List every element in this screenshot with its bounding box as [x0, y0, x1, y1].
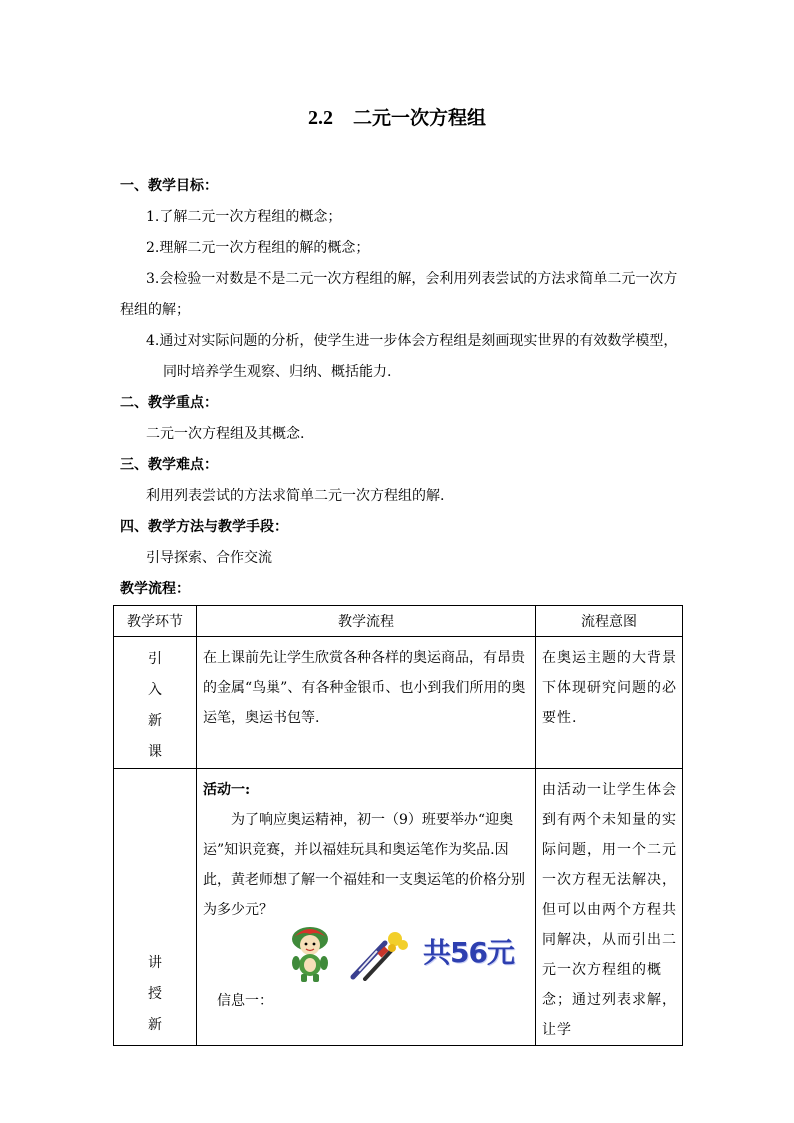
teaching-flow-table: [113, 605, 683, 1046]
difficulties-body: 利用列表尝试的方法求简单二元一次方程组的解.: [146, 488, 445, 504]
stage-cell-teaching: [114, 769, 197, 1046]
intent-text: 由活动一让学生体会到有两个未知量的实际问题，用一个二元一次方程无法解决，但可以由两个方程共同解决，从而引出二元一次方程组的概念；通过列表求解，让学: [542, 782, 677, 1038]
stage-char: 讲: [148, 955, 162, 971]
objective-item-continued: 同时培养学生观察、归纳、概括能力.: [163, 364, 392, 380]
flow-cell-teaching: [197, 769, 536, 1046]
fuwa-doll-icon: [287, 925, 333, 983]
activity-label: 活动一:: [203, 782, 251, 798]
objective-item: 1.了解二元一次方程组的概念；: [146, 209, 342, 225]
section-heading-flow: 教学流程：: [120, 581, 190, 597]
section-heading-difficulties: 三、教学难点：: [120, 457, 218, 473]
stage-char: 新: [148, 1017, 162, 1033]
page-title: [0, 103, 794, 130]
info-label: 信息一：: [217, 993, 273, 1009]
flow-text: 在上课前先让学生欣赏各种各样的奥运商品，有昂贵的金属“鸟巢”、有各种金银币、也小到我们所用的奥运笔，奥运书包等.: [203, 650, 526, 726]
header-intent: 流程意图: [536, 606, 683, 637]
olympic-pen-icon: [347, 929, 409, 981]
flow-cell-intro: [197, 637, 536, 769]
section-heading-methods: 四、教学方法与教学手段：: [120, 519, 288, 535]
objective-item-continued: 程组的解；: [120, 302, 190, 318]
price-caption: 共56元: [423, 936, 514, 969]
section-heading-objectives: 一、教学目标：: [120, 178, 218, 194]
table-header-row: [114, 606, 683, 637]
intent-cell-teaching: [536, 769, 683, 1046]
stage-char: 入: [148, 682, 162, 698]
intent-text: 在奥运主题的大背景下体现研究问题的必要性.: [542, 650, 677, 726]
key-points-body: 二元一次方程组及其概念.: [146, 426, 305, 442]
intent-cell-intro: [536, 637, 683, 769]
table-row: [114, 637, 683, 769]
objective-item: 4.通过对实际问题的分析，使学生进一步体会方程组是刻画现实世界的有效数学模型，: [146, 333, 678, 349]
header-flow: 教学流程: [197, 606, 536, 637]
methods-body: 引导探索、合作交流: [146, 550, 272, 566]
title-text: 二元一次方程组: [352, 107, 486, 129]
stage-char: 新: [148, 713, 162, 729]
stage-cell-intro: [114, 637, 197, 769]
title-number: 2.2: [307, 107, 333, 129]
header-stage: 教学环节: [114, 606, 197, 637]
stage-char: 课: [148, 744, 162, 760]
objective-item: 3.会检验一对数是不是二元一次方程组的解，会利用列表尝试的方法求简单二元一次方: [146, 271, 678, 287]
prize-illustration: [197, 925, 535, 985]
stage-char: 授: [148, 986, 162, 1002]
stage-char: 引: [148, 651, 162, 667]
table-row: [114, 769, 683, 1046]
objective-item: 2.理解二元一次方程组的解的概念；: [146, 240, 370, 256]
activity-text: 为了响应奥运精神，初一（9）班要举办“迎奥运”知识竞赛，并以福娃玩具和奥运笔作为奖品.因此，黄老师想了解一个福娃和一支奥运笔的价格分别为多少元？: [203, 812, 525, 918]
section-heading-key-points: 二、教学重点：: [120, 395, 218, 411]
